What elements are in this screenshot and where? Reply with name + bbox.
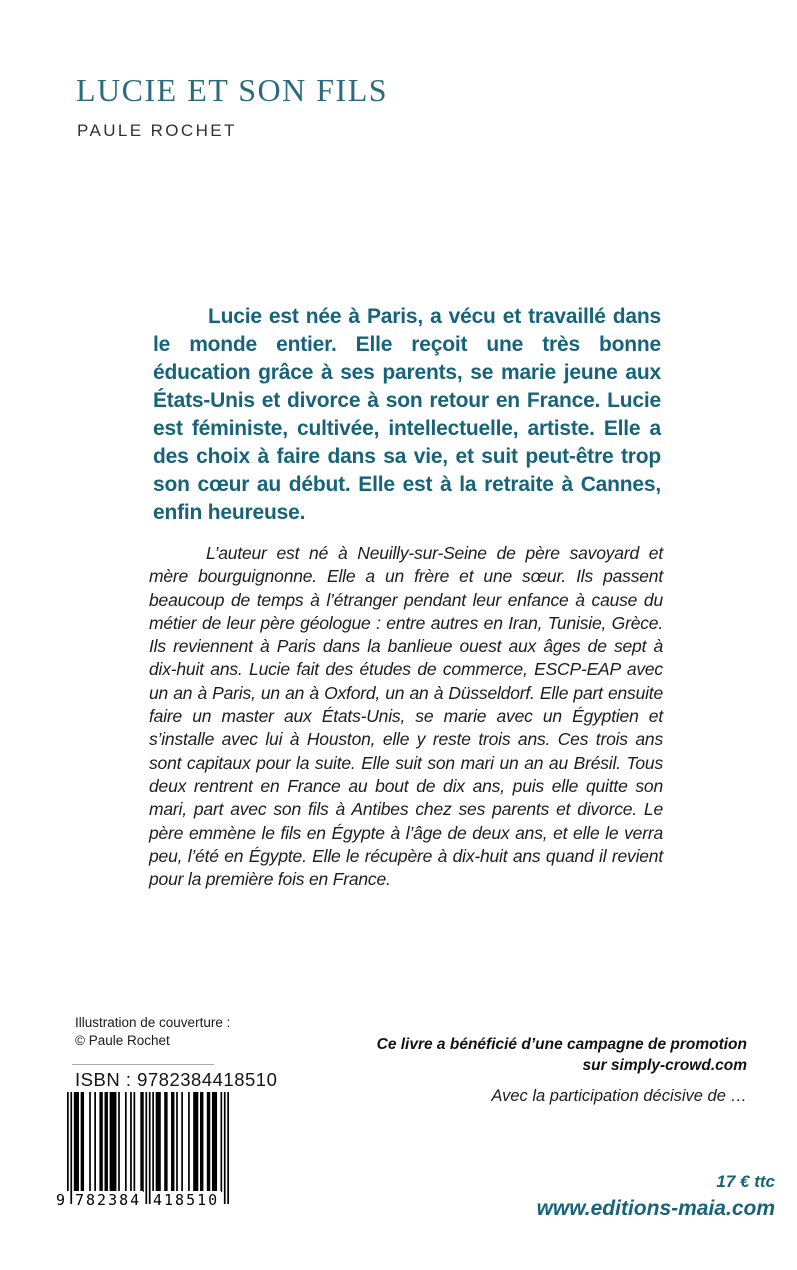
promo-block xyxy=(327,1034,747,1107)
synopsis-paragraph: Lucie est née à Paris, a vécu et travaillé dans le monde entier. Elle reçoit une très bonne éducation grâce à ses parents, se marie jeune aux États-Unis et divorce à son retour en France. Lucie est féministe, cultivée, intellectuelle, artiste. Elle a des choix à faire dans sa vie, et suit peut-être trop son cœur au début. Elle est à la retraite à Cannes, enfin heureuse. xyxy=(153,305,661,524)
publisher-website: www.editions-maia.com xyxy=(536,1197,775,1220)
promo-line2: sur simply-crowd.com xyxy=(582,1057,747,1074)
book-title: LUCIE ET SON FILS xyxy=(76,72,389,108)
author-bio-paragraph: L’auteur est né à Neuilly-sur-Seine de père savoyard et mère bourguignonne. Elle a un frère et une sœur. Ils passent beaucoup de temps à l’étranger pendant leur enfance à cause du métier de leur père géologue : entre autres en Iran, Tunisie, Grèce. Ils reviennent à Paris dans la banlieue ouest aux âges de sept à dix-huit ans. Lucie fait des études de commerce, ESCP-EAP avec un an à Paris, un an à Oxford, un an à Düsseldorf. Elle part ensuite faire un master aux États-Unis, se marie avec un Égyptien et s’installe avec lui à Houston, elle y reste trois ans. Ces trois ans sont capitaux pour la suite. Elle suit son mari un an au Brésil. Tous deux rentrent en France au bout de dix ans, puis elle quitte son mari, part avec son fils à Antibes chez ses parents et divorce. Le père emmène le fils en Égypte à l’âge de deux ans, et elle le verra peu, l’été en Égypte. Elle le récupère à dix-huit ans quand il revient pour la première fois en France. xyxy=(149,543,663,890)
promo-line3: Avec la participation décisive de … xyxy=(491,1087,747,1105)
cover-credits-line1: Illustration de couverture : xyxy=(75,1015,231,1030)
barcode-first-digit: 9 xyxy=(56,1191,68,1209)
price-website-block xyxy=(455,1170,775,1222)
ean13-barcode xyxy=(56,1092,228,1218)
barcode-graphic xyxy=(67,1092,229,1204)
promo-line1: Ce livre a bénéficié d’une campagne de promotion xyxy=(376,1036,747,1053)
isbn-label: ISBN : 9782384418510 xyxy=(75,1069,278,1090)
cover-credits-line2: © Paule Rochet xyxy=(75,1033,170,1048)
book-author: PAULE ROCHET xyxy=(77,121,237,140)
divider-rule xyxy=(72,1064,214,1065)
barcode-right-digits: 418510 xyxy=(153,1191,220,1209)
cover-credits xyxy=(75,1014,230,1050)
barcode-left-digits: 782384 xyxy=(75,1191,142,1209)
price-label: 17 € ttc xyxy=(716,1172,775,1191)
